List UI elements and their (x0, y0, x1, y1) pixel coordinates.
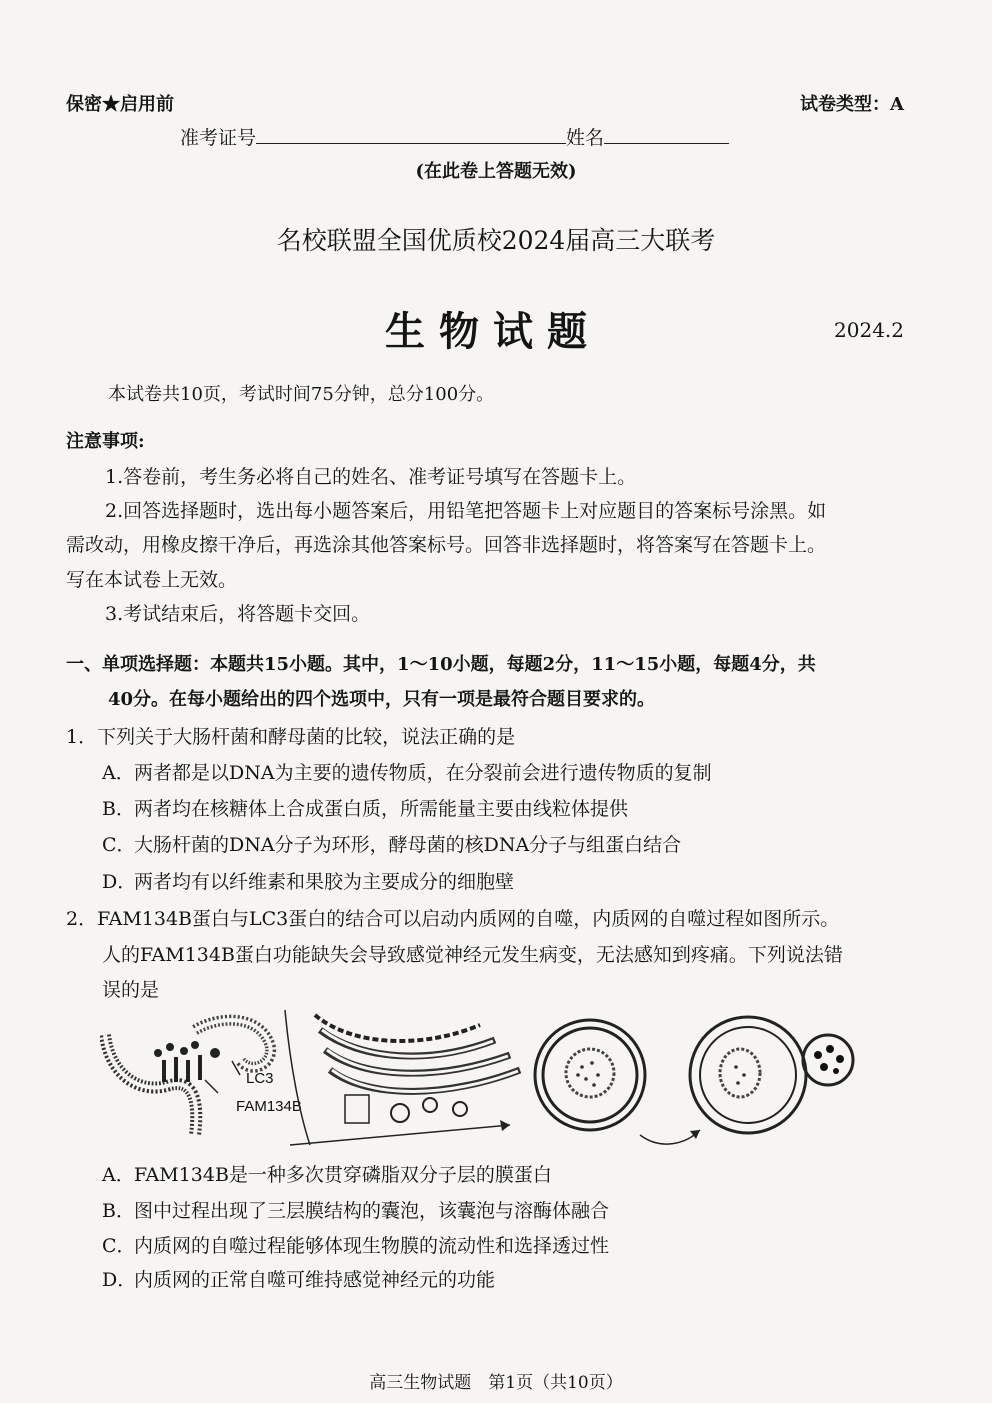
option-text: 大肠杆菌的DNA分子为环形，酵母菌的核DNA分子与组蛋白结合 (134, 834, 682, 856)
question-2-stem: 2．FAM134B蛋白与LC3蛋白的结合可以启动内质网的自噬，内质网的自噬过程如图所示。 (66, 908, 840, 930)
note-item: 2.回答选择题时，选出每小题答案后，用铅笔把答题卡上对应题目的答案标号涂黑。如 (105, 500, 827, 522)
exam-id-label: 准考证号 (180, 127, 257, 149)
er-membrane-panel (105, 1020, 302, 1135)
section-heading: 一、单项选择题：本题共15小题。其中，1～10小题，每题2分，11～15小题，每题4分，共 (66, 654, 816, 675)
question-1-option-b[interactable] (102, 794, 628, 821)
invalid-note: (在此卷上答题无效) (415, 161, 577, 182)
question-2-option-b[interactable] (102, 1196, 609, 1223)
page-footer: 高三生物试题 第1页（共10页） (369, 1373, 623, 1393)
cell-er-panel (285, 1010, 520, 1145)
exam-title: 名校联盟全国优质校2024届高三大联考 (276, 226, 716, 255)
option-label: C． (102, 834, 136, 856)
option-text: 内质网的正常自噬可维持感觉神经元的功能 (134, 1269, 496, 1291)
question-2-option-a[interactable] (102, 1160, 552, 1187)
note-item: 3.考试结束后，将答题卡交回。 (105, 603, 371, 625)
note-item-continued: 写在本试卷上无效。 (66, 569, 238, 591)
question-2-stem-continued: 误的是 (102, 979, 160, 1001)
option-label: D． (102, 1269, 137, 1291)
question-2-option-c[interactable] (102, 1231, 609, 1258)
question-1-option-a[interactable] (102, 758, 712, 785)
option-label: A． (102, 1164, 135, 1186)
question-2-stem-continued: 人的FAM134B蛋白功能缺失会导致感觉神经元发生病变，无法感知到疼痛。下列说法错 (102, 944, 843, 966)
question-2-option-d[interactable] (102, 1265, 495, 1292)
paper-type-label: 试卷类型：A (800, 94, 904, 115)
confidential-label: 保密★启用前 (66, 94, 174, 115)
fam134b-label: FAM134B (236, 1098, 302, 1115)
lysosome-fusion-panel (690, 1017, 853, 1133)
exam-id-blank[interactable] (256, 125, 566, 144)
option-text: 两者均在核糖体上合成蛋白质，所需能量主要由线粒体提供 (134, 798, 629, 820)
option-label: A． (102, 762, 135, 784)
option-text: 内质网的自噬过程能够体现生物膜的流动性和选择透过性 (134, 1235, 610, 1257)
question-1-stem: 1．下列关于大肠杆菌和酵母菌的比较，说法正确的是 (66, 726, 516, 748)
option-text: FAM134B是一种多次贯穿磷脂双分子层的膜蛋白 (134, 1164, 552, 1186)
lc3-label: LC3 (246, 1070, 274, 1087)
option-text: 两者都是以DNA为主要的遗传物质，在分裂前会进行遗传物质的复制 (134, 762, 712, 784)
notes-title: 注意事项: (66, 431, 145, 452)
option-label: C． (102, 1235, 136, 1257)
option-text: 两者均有以纤维素和果胶为主要成分的细胞壁 (134, 871, 515, 893)
er-autophagy-diagram (100, 1005, 870, 1155)
note-item-continued: 需改动，用橡皮擦干净后，再选涂其他答案标号。回答非选择题时，将答案写在答题卡上。 (66, 534, 827, 556)
question-1-option-c[interactable] (102, 830, 681, 857)
subject-title: 生物试题 (385, 309, 601, 355)
intro-text: 本试卷共10页，考试时间75分钟，总分100分。 (108, 384, 495, 405)
question-1-option-d[interactable] (102, 867, 514, 894)
note-item: 1.答卷前，考生务必将自己的姓名、准考证号填写在答题卡上。 (105, 466, 637, 488)
exam-date: 2024.2 (834, 318, 904, 342)
option-label: B． (102, 798, 135, 820)
name-blank[interactable] (604, 125, 729, 144)
option-label: D． (102, 871, 137, 893)
autophagosome-panel (535, 1020, 700, 1144)
candidate-info-row (180, 123, 729, 150)
option-text: 图中过程出现了三层膜结构的囊泡，该囊泡与溶酶体融合 (134, 1200, 610, 1222)
name-label: 姓名 (566, 127, 605, 149)
option-label: B． (102, 1200, 135, 1222)
section-heading-continued: 40分。在每小题给出的四个选项中，只有一项是最符合题目要求的。 (108, 689, 656, 710)
